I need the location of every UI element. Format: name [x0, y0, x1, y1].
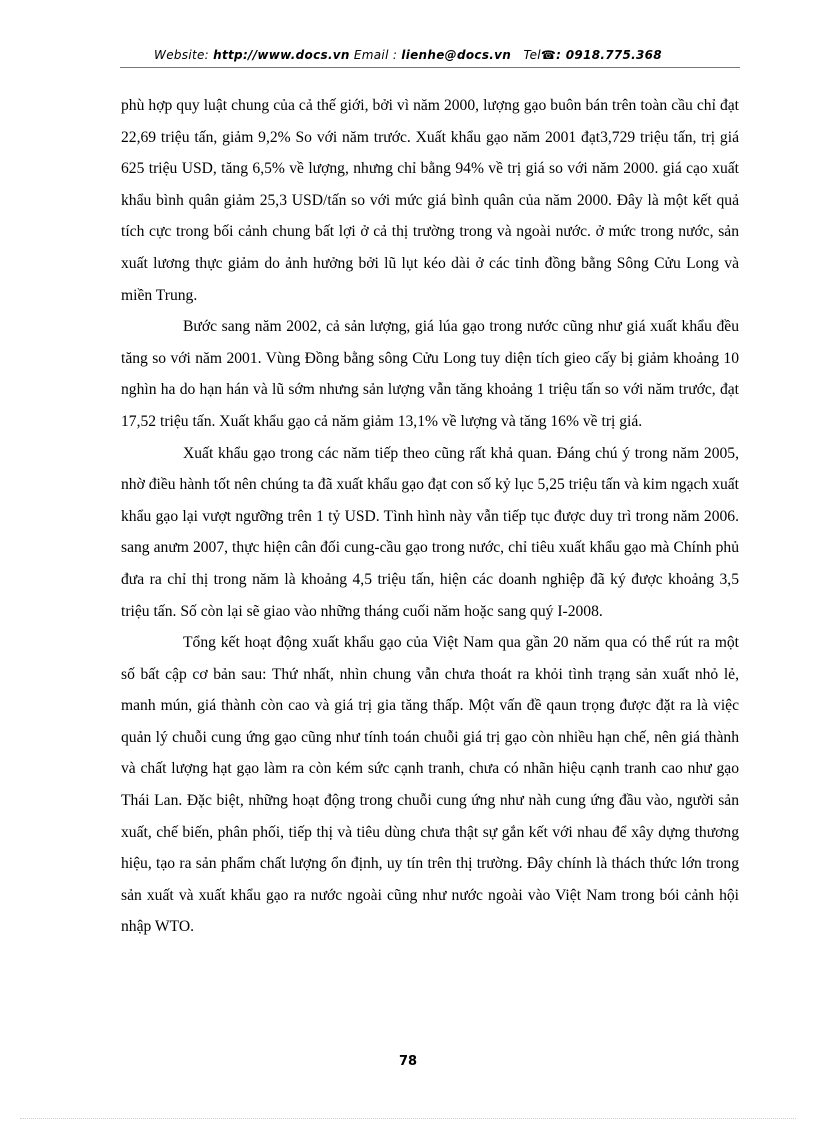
document-body	[121, 90, 739, 943]
page-number: 78	[398, 1054, 418, 1069]
header-divider	[120, 67, 740, 68]
paragraph: Tổng kết hoạt động xuất khẩu gạo của Việt Nam qua gần 20 năm qua có thể rút ra một số bất cập cơ bản sau: Thứ nhất, nhìn chung vẫn chưa thoát ra khỏi tình trạng sản xuất nhỏ lẻ, manh mún, giá thành còn cao và giá trị gia tăng thấp. Một vấn đề qaun trọng được đặt ra là việc quản lý chuỗi cung ứng gạo cũng như tính toán chuỗi giá trị gạo còn nhiều hạn chế, nên giá thành và chất lượng hạt gạo làm ra còn kém sức cạnh tranh, chưa có nhãn hiệu cạnh tranh cao như gạo Thái Lan. Đặc biệt, những hoạt động trong chuỗi cung ứng như nàh cung ứng đầu vào, người sản xuất, chế biến, phân phối, tiếp thị và tiêu dùng chưa thật sự gắn kết với nhau để xây dựng thương hiệu, tạo ra sản phẩm chất lượng ổn định, uy tín trên thị trường. Đây chính là thách thức lớn trong sản xuất và xuất khẩu gạo ra nước ngoài cũng như nước ngoài vào Việt Nam trong bói cảnh hội nhập WTO.	[121, 634, 739, 936]
email-label: Email :	[353, 48, 398, 62]
page-bottom-divider	[20, 1118, 796, 1119]
website-label: Website:	[154, 48, 210, 62]
tel-value: : 0918.775.368	[556, 48, 662, 62]
paragraph: Bước sang năm 2002, cả sản lượng, giá lúa gạo trong nước cũng như giá xuất khẩu đều tăng so với năm 2001. Vùng Đồng bằng sông Cửu Long tuy diện tích gieo cấy bị giảm khoảng 10 nghìn ha do hạn hán và lũ sớm nhưng sản lượng vẫn tăng khoảng 1 triệu tấn so với năm trước, đạt 17,52 triệu tấn. Xuất khẩu gạo cả năm giảm 13,1% về lượng và tăng 16% về trị giá.	[121, 318, 739, 430]
website-url[interactable]: http://www.docs.vn	[213, 48, 350, 62]
page-header	[0, 48, 816, 62]
tel-label: Tel	[523, 48, 541, 62]
email-value[interactable]: lienhe@docs.vn	[401, 48, 512, 62]
paragraph: Xuất khẩu gạo trong các năm tiếp theo cũng rất khả quan. Đáng chú ý trong năm 2005, nhờ điều hành tốt nên chúng ta đã xuất khẩu gạo đạt con số kỷ lục 5,25 triệu tấn và kim ngạch xuất khẩu gạo lại vượt ngưỡng trên 1 tỷ USD. Tình hình này vẫn tiếp tục được duy trì trong năm 2006. sang anưm 2007, thực hiện cân đối cung-cầu gạo trong nước, chỉ tiêu xuất khẩu gạo mà Chính phủ đưa ra chỉ thị trong năm là khoảng 4,5 triệu tấn, hiện các doanh nghiệp đã ký được khoảng 3,5 triệu tấn. Số còn lại sẽ giao vào những tháng cuối năm hoặc sang quý I-2008.	[121, 444, 739, 620]
paragraph: phù hợp quy luật chung của cả thế giới, bởi vì năm 2000, lượng gạo buôn bán trên toàn cầu chỉ đạt 22,69 triệu tấn, giảm 9,2% So với năm trước. Xuất khẩu gạo năm 2001 đạt3,729 triệu tấn, trị giá 625 triệu USD, tăng 6,5% về lượng, nhưng chỉ bằng 94% về trị giá so với năm 2000. giá cạo xuất khẩu bình quân giảm 25,3 USD/tấn so với mức giá bình quân của năm 2000. Đây là một kết quả tích cực trong bối cảnh chung bất lợi ở cả thị trường trong và ngoài nước. ở mức trong nước, sản xuất lương thực giảm do ảnh hưởng bởi lũ lụt kéo dài ở các tỉnh đồng bằng Sông Cửu Long và miền Trung.	[121, 97, 739, 304]
telephone-icon: ☎	[540, 48, 557, 62]
